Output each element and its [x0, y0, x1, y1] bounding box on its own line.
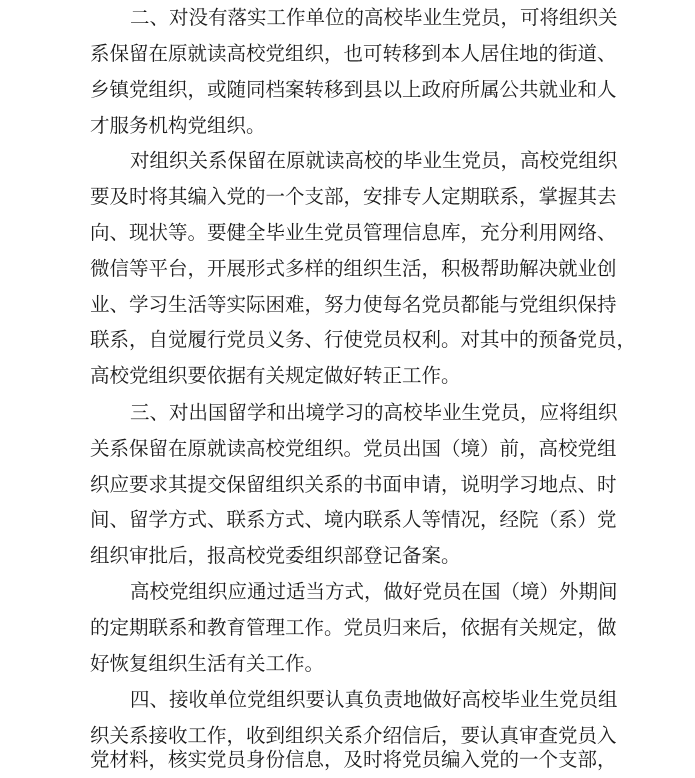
paragraph-4-line-3: 好恢复组织生活有关工作。	[90, 652, 325, 675]
paragraph-4-line-1: 高校党组织应通过适当方式，做好党员在国（境）外期间	[130, 580, 618, 603]
paragraph-2-line-2: 要及时将其编入党的一个支部，安排专人定期联系，掌握其去	[90, 185, 617, 208]
paragraph-2-line-1: 对组织关系保留在原就读高校的毕业生党员，高校党组织	[130, 149, 618, 172]
paragraph-1-line-1: 二、对没有落实工作单位的高校毕业生党员，可将组织关	[130, 6, 618, 29]
paragraph-2-line-4: 微信等平台，开展形式多样的组织生活，积极帮助解决就业创	[90, 257, 617, 280]
paragraph-5-line-2: 织关系接收工作，收到组织关系介绍信后，要认真审查党员入	[90, 724, 617, 747]
paragraph-1-line-2: 系保留在原就读高校党组织，也可转移到本人居住地的街道、	[90, 42, 617, 65]
paragraph-3-line-3: 织应要求其提交保留组织关系的书面申请，说明学习地点、时	[90, 473, 617, 496]
paragraph-3-line-2: 关系保留在原就读高校党组织。党员出国（境）前，高校党组	[90, 437, 617, 460]
paragraph-1-line-3: 乡镇党组织，或随同档案转移到县以上政府所属公共就业和人	[90, 78, 617, 101]
paragraph-5-line-1: 四、接收单位党组织要认真负责地做好高校毕业生党员组	[130, 688, 618, 711]
paragraph-3-line-1: 三、对出国留学和出境学习的高校毕业生党员，应将组织	[130, 401, 618, 424]
paragraph-4-line-2: 的定期联系和教育管理工作。党员归来后，依据有关规定，做	[90, 616, 617, 639]
paragraph-1-line-4: 才服务机构党组织。	[90, 114, 266, 137]
paragraph-5-line-3: 党材料，核实党员身份信息，及时将党员编入党的一个支部，	[90, 748, 617, 771]
paragraph-2-line-5: 业、学习生活等实际困难，努力使每名党员都能与党组织保持	[90, 293, 617, 316]
paragraph-2-line-7: 高校党组织要依据有关规定做好转正工作。	[90, 364, 461, 387]
paragraph-2-line-6: 联系，自觉履行党员义务、行使党员权利。对其中的预备党员，	[90, 328, 637, 351]
paragraph-2-line-3: 向、现状等。要健全毕业生党员管理信息库，充分利用网络、	[90, 221, 617, 244]
paragraph-3-line-4: 间、留学方式、联系方式、境内联系人等情况，经院（系）党	[90, 508, 617, 531]
paragraph-3-line-5: 组织审批后，报高校党委组织部登记备案。	[90, 544, 461, 567]
